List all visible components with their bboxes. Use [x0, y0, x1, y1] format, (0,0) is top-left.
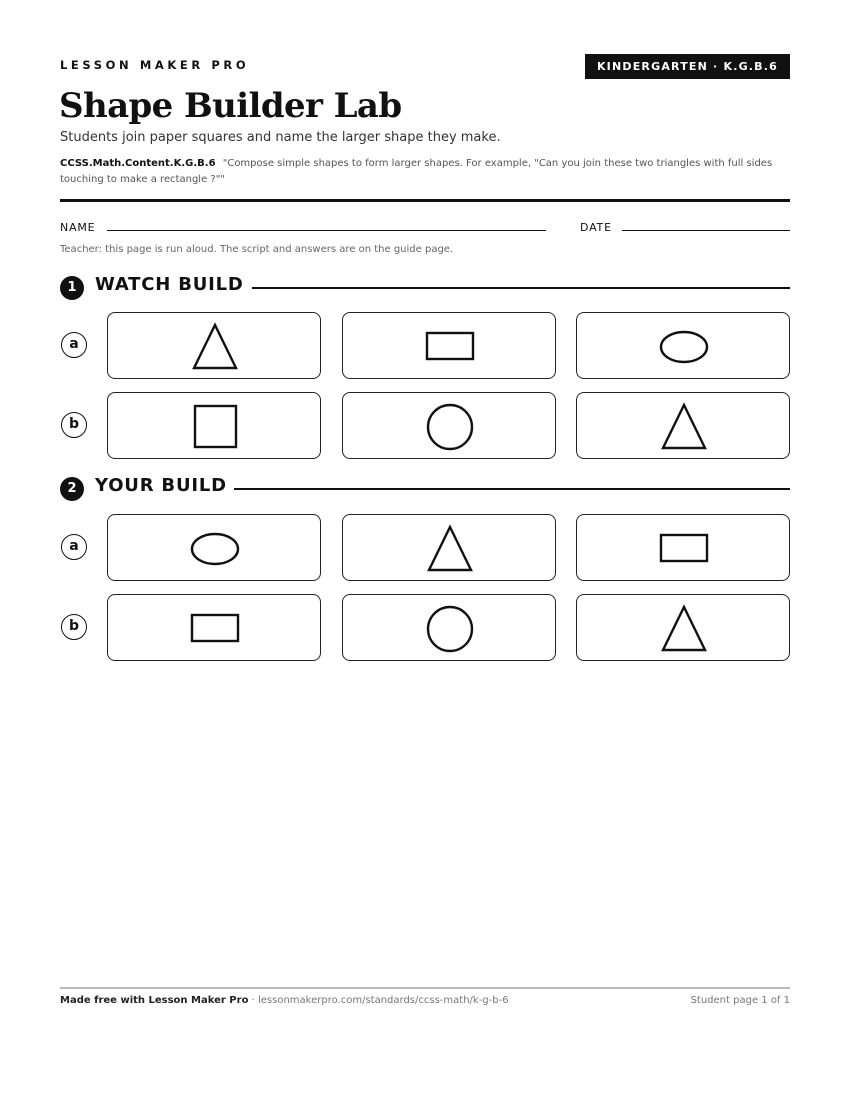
oval-shape: [577, 313, 791, 380]
section-number: 2: [60, 477, 84, 501]
triangle-icon: [194, 325, 236, 368]
shape-card[interactable]: [576, 594, 790, 661]
footer-url[interactable]: lessonmakerpro.com/standards/ccss-math/k-g-b-6: [257, 995, 509, 1006]
footer-divider: [60, 987, 790, 989]
shape-card[interactable]: [342, 594, 556, 661]
triangle-shape: [577, 595, 791, 662]
page-title: Shape Builder Lab: [59, 86, 402, 126]
square-icon: [195, 406, 236, 447]
rectangle-shape: [343, 313, 557, 380]
rectangle-shape: [577, 515, 791, 582]
section-title: WATCH BUILD: [95, 274, 244, 295]
section-rule: [252, 287, 790, 289]
footer-maker: Made free with Lesson Maker Pro: [60, 995, 249, 1006]
shape-card[interactable]: [576, 514, 790, 581]
brand-name: LESSON MAKER PRO: [60, 58, 250, 72]
shape-card[interactable]: [107, 312, 321, 379]
shape-card[interactable]: [107, 514, 321, 581]
oval-icon: [192, 534, 238, 564]
footer-separator: ·: [248, 995, 258, 1006]
shape-card[interactable]: [107, 392, 321, 459]
header-divider: [60, 199, 790, 202]
date-field[interactable]: [622, 230, 790, 231]
triangle-icon: [663, 607, 705, 650]
row-label: a: [61, 534, 87, 560]
teacher-note: Teacher: this page is run aloud. The script and answers are on the guide page.: [60, 244, 454, 255]
triangle-shape: [343, 515, 557, 582]
section-number: 1: [60, 276, 84, 300]
standard-text: "Compose simple shapes to form larger shapes. For example, "Can you join these two triangles with full sides touching to make a rectangle ?"": [60, 158, 773, 185]
row-label: a: [61, 332, 87, 358]
grade-badge: KINDERGARTEN · K.G.B.6: [585, 54, 790, 79]
section-header: [60, 473, 790, 497]
section-rule: [234, 488, 790, 490]
row-label: b: [61, 412, 87, 438]
circle-shape: [343, 595, 557, 662]
circle-icon: [428, 607, 472, 651]
shape-card[interactable]: [576, 312, 790, 379]
standard-code: CCSS.Math.Content.K.G.B.6: [60, 158, 216, 169]
date-label: DATE: [580, 221, 612, 234]
shape-card[interactable]: [576, 392, 790, 459]
section-title: YOUR BUILD: [95, 475, 227, 496]
page-subtitle: Students join paper squares and name the larger shape they make.: [60, 130, 501, 145]
shape-card[interactable]: [342, 312, 556, 379]
oval-shape: [108, 515, 322, 582]
name-label: NAME: [60, 221, 96, 234]
rectangle-icon: [661, 535, 707, 561]
circle-icon: [428, 405, 472, 449]
triangle-icon: [663, 405, 705, 448]
shape-card[interactable]: [342, 514, 556, 581]
footer-page-number: Student page 1 of 1: [690, 995, 790, 1006]
triangle-shape: [108, 313, 322, 380]
oval-icon: [661, 332, 707, 362]
row-label: b: [61, 614, 87, 640]
shape-card[interactable]: [342, 392, 556, 459]
name-field[interactable]: [107, 230, 546, 231]
square-shape: [108, 393, 322, 460]
footer-credit: [60, 995, 509, 1006]
triangle-shape: [577, 393, 791, 460]
rectangle-icon: [427, 333, 473, 359]
shape-card[interactable]: [107, 594, 321, 661]
standard-statement: [60, 156, 790, 188]
section-header: [60, 272, 790, 296]
rectangle-icon: [192, 615, 238, 641]
circle-shape: [343, 393, 557, 460]
triangle-icon: [429, 527, 471, 570]
rectangle-shape: [108, 595, 322, 662]
